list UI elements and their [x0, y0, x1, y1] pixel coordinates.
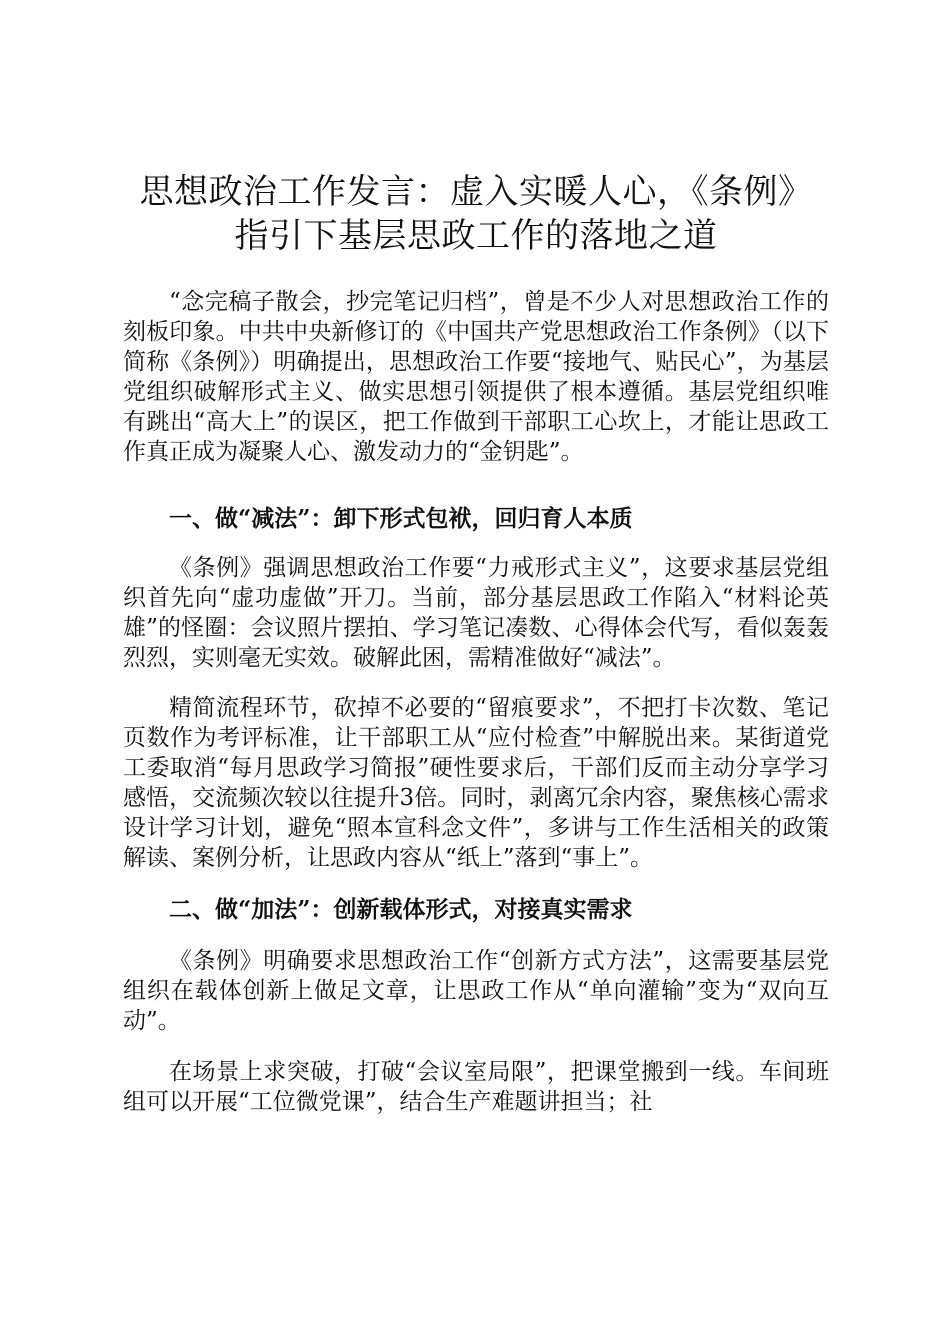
document-page — [123, 170, 829, 1117]
document-title-line-1: 思想政治工作发言：虚入实暖人心，《条例》 — [139, 172, 813, 212]
section-2-paragraph-1: 《条例》明确要求思想政治工作“创新方式方法”，这需要基层党组织在载体创新上做足文章，让思政工作从“单向灌输”变为“双向互动”。 — [123, 948, 829, 1034]
section-1-heading: 一、做“减法”：卸下形式包袱，回归育人本质 — [169, 505, 633, 532]
section-2-paragraph-2: 在场景上求突破，打破“会议室局限”，把课堂搬到一线。车间班组可以开展“工位微党课”，结合生产难题讲担当；社 — [123, 1059, 829, 1115]
document-title — [113, 170, 839, 258]
section-1-paragraph-1: 《条例》强调思想政治工作要“力戒形式主义”，这要求基层党组织首先向“虚功虚做”开刀。当前，部分基层思政工作陷入“材料论英雄”的怪圈：会议照片摆拍、学习笔记凑数、心得体会代写，看似轰轰烈烈，实则毫无实效。破解此困，需精准做好“减法”。 — [123, 555, 829, 671]
section-1-paragraph-2: 精简流程环节，砍掉不必要的“留痕要求”，不把打卡次数、笔记页数作为考评标准，让干部职工从“应付检查”中解脱出来。某街道党工委取消“每月思政学习简报”硬性要求后，干部们反而主动分享学习感悟，交流频次较以往提升3倍。同时，剥离冗余内容，聚焦核心需求设计学习计划，避免“照本宣科念文件”，多讲与工作生活相关的政策解读、案例分析，让思政内容从“纸上”落到“事上”。 — [123, 695, 829, 871]
intro-paragraph: “念完稿子散会，抄完笔记归档”，曾是不少人对思想政治工作的刻板印象。中共中央新修订的《中国共产党思想政治工作条例》（以下简称《条例》）明确提出，思想政治工作要“接地气、贴民心”，为基层党组织破解形式主义、做实思想引领提供了根本遵循。基层党组织唯有跳出“高大上”的误区，把工作做到干部职工心坎上，才能让思政工作真正成为凝聚人心、激发动力的“金钥匙”。 — [123, 289, 829, 465]
document-title-line-2: 指引下基层思政工作的落地之道 — [234, 216, 718, 256]
section-2-heading: 二、做“加法”：创新载体形式，对接真实需求 — [169, 896, 633, 923]
